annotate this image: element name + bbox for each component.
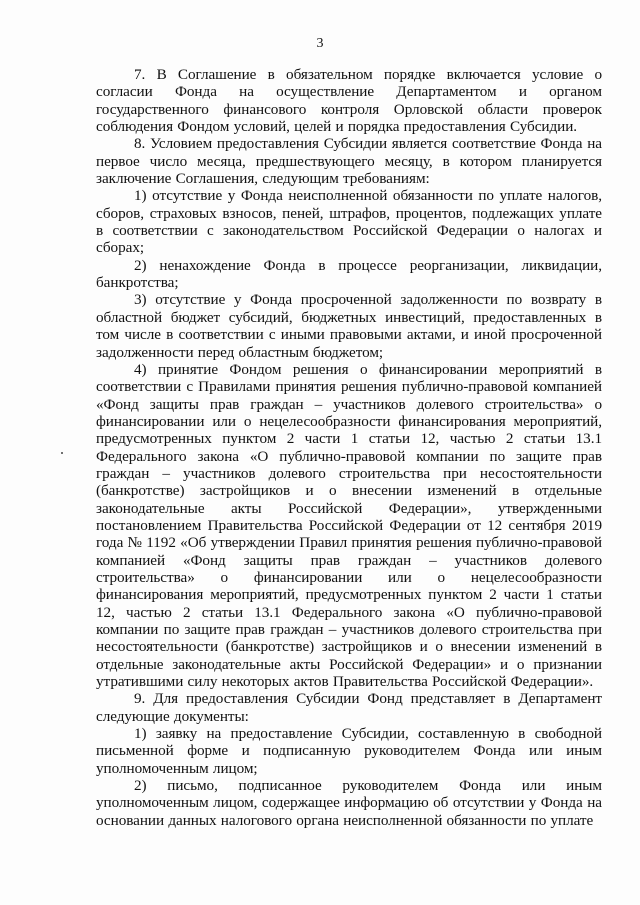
list-item-9-2: 2) письмо, подписанное руководителем Фонда или иным уполномоченным лицом, содержащее информацию об отсутствии у Фонда на основании данных налогового органа неисполненной обязанности по уплате — [96, 777, 602, 829]
paragraph-item-7: 7. В Соглашение в обязательном порядке включается условие о согласии Фонда на осуществление Департаментом и органом государственного финансового контроля Орловской области проверок соблюдения Фондом условий, целей и порядка предоставления Субсидии. — [96, 66, 602, 136]
list-item-8-3: 3) отсутствие у Фонда просроченной задолженности по возврату в областной бюджет субсидий, бюджетных инвестиций, предоставленных в том числе в соответствии с иными правовыми актами, и иной просроченной задолженности перед областным бюджетом; — [96, 291, 602, 361]
paragraph-item-8: 8. Условием предоставления Субсидии является соответствие Фонда на первое число месяца, предшествующего месяцу, в котором планируется заключение Соглашения, следующим требованиям: — [96, 135, 602, 188]
scan-speck — [61, 452, 63, 454]
list-item-8-2: 2) ненахождение Фонда в процессе реорганизации, ликвидации, банкротства; — [96, 256, 602, 292]
paragraph-item-9: 9. Для предоставления Субсидии Фонд представляет в Департамент следующие документы: — [96, 690, 602, 725]
list-item-8-1: 1) отсутствие у Фонда неисполненной обязанности по уплате налогов, сборов, страховых взносов, пеней, штрафов, процентов, подлежащих уплате в соответствии с законодательством Российской Федерации о налогах и сборах; — [96, 187, 602, 257]
list-item-9-1: 1) заявку на предоставление Субсидии, составленную в свободной письменной форме и подписанную руководителем Фонда или иным уполномоченным лицом; — [96, 725, 602, 777]
list-item-8-4: 4) принятие Фондом решения о финансировании мероприятий в соответствии с Правилами принятия решения публично-правовой компанией «Фонд защиты прав граждан – участников долевого строительства» о финансировании или о нецелесообразности финансирования мероприятий, предусмотренных пунктом 2 части 1 статьи 12, частью 2 статьи 13.1 Федерального закона «О публично-правовой компании по защите прав граждан – участников долевого строительства при несостоятельности (банкротстве) застройщиков и о внесении изменений в отдельные законодательные акты Российской Федерации», утвержденными постановлением Правительства Российской Федерации от 12 сентября 2019 года № 1192 «Об утверждении Правил принятия решения публично-правовой компанией «Фонд защиты прав граждан – участников долевого строительства» о финансировании или о нецелесообразности финансирования мероприятий, предусмотренных пунктом 2 части 1 статьи 12, частью 2 статьи 13.1 Федерального закона «О публично-правовой компании по защите прав граждан – участников долевого строительства при несостоятельности (банкротстве) застройщиков и о внесении изменений в отдельные законодательные акты Российской Федерации» и о признании утратившими силу некоторых актов Правительства Российской Федерации». — [96, 360, 602, 691]
page-number: 3 — [316, 36, 324, 51]
document-body — [96, 66, 602, 829]
